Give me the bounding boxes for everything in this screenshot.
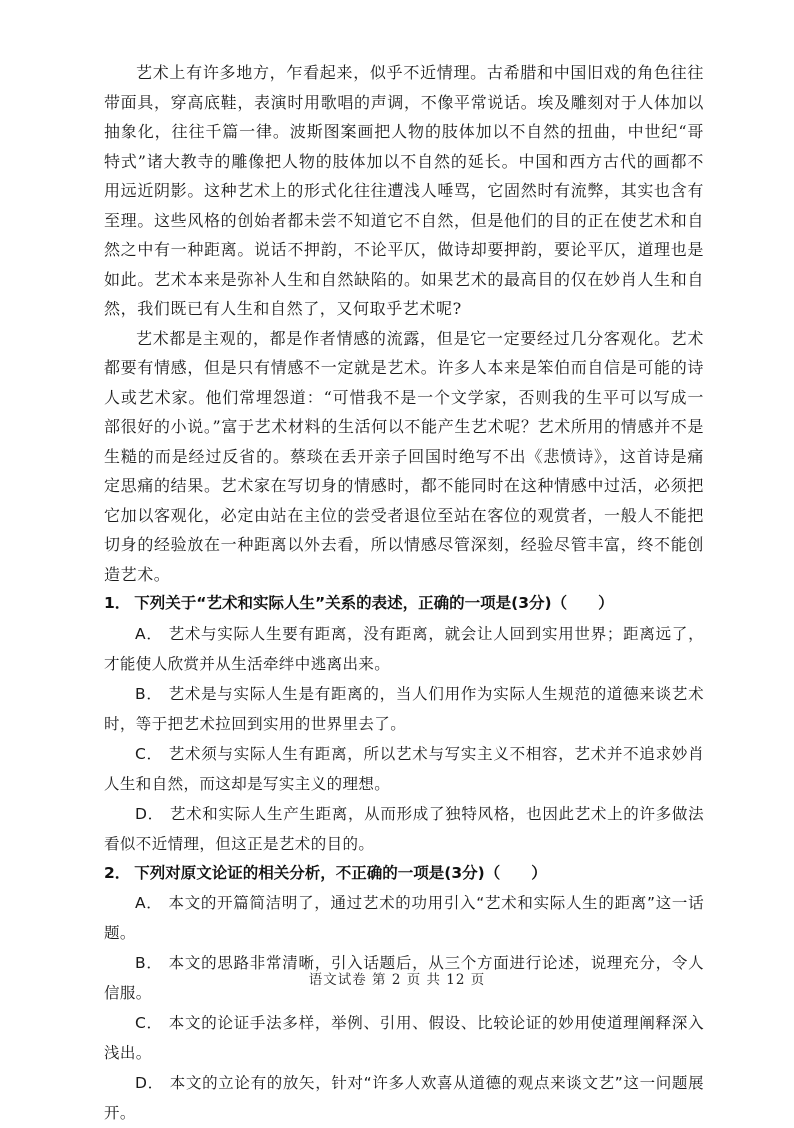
- question-2-stem-line: [104, 859, 704, 889]
- question-1-option-c: [104, 739, 704, 799]
- question-2-option-a: [104, 888, 704, 948]
- option-text: 艺术须与实际人生有距离，所以艺术与写实主义不相容，艺术并不追求妙肖人生和自然，而这却是写实主义的理想。: [104, 745, 704, 793]
- question-2-stem: 下列对原文论证的相关分析，不正确的一项是(3分)（ ）: [134, 864, 546, 882]
- question-2-options: [104, 888, 704, 1128]
- passage-paragraph-1: 艺术上有许多地方，乍看起来，似乎不近情理。古希腊和中国旧戏的角色往往带面具，穿高底鞋，表演时用歌唱的声调，不像平常说话。埃及雕刻对于人体加以抽象化，往往千篇一律。波斯图案画把人物的肢体加以不自然的扭曲，中世纪“哥特式”诸大教寺的雕像把人物的肢体加以不自然的延长。中国和西方古代的画都不用远近阴影。这种艺术上的形式化往往遭浅人唾骂，它固然时有流弊，其实也含有至理。这些风格的创始者都未尝不知道它不自然，但是他们的目的正在使艺术和自然之中有一种距离。说话不押韵，不论平仄，做诗却要押韵，要论平仄，道理也是如此。艺术本来是弥补人生和自然缺陷的。如果艺术的最高目的仅在妙肖人生和自然，我们既已有人生和自然了，又何取乎艺术呢?: [104, 58, 704, 324]
- option-letter: C．: [135, 1014, 163, 1032]
- option-letter: B．: [135, 685, 163, 703]
- option-text: 艺术与实际人生要有距离，没有距离，就会让人回到实用世界；距离远了，才能使人欣赏并从生活牵绊中逃离出来。: [104, 625, 704, 673]
- option-text: 本文的立论有的放矢，针对“许多人欢喜从道德的观点来谈文艺”这一问题展开。: [104, 1074, 704, 1122]
- question-1-option-a: [104, 619, 704, 679]
- question-1: [104, 589, 704, 859]
- reading-passage: [104, 58, 704, 589]
- option-letter: D．: [135, 1074, 164, 1092]
- option-letter: C．: [135, 745, 163, 763]
- option-text: 艺术是与实际人生是有距离的，当人们用作为实际人生规范的道德来谈艺术时，等于把艺术拉回到实用的世界里去了。: [104, 685, 704, 733]
- option-letter: B．: [135, 954, 163, 972]
- question-2: [104, 859, 704, 1128]
- option-letter: A．: [135, 625, 163, 643]
- question-2-number: 2．: [104, 864, 130, 882]
- option-text: 艺术和实际人生产生距离，从而形成了独特风格，也因此艺术上的许多做法看似不近情理，但这正是艺术的目的。: [104, 805, 704, 853]
- question-1-options: [104, 619, 704, 859]
- option-letter: A．: [135, 894, 163, 912]
- question-2-option-c: [104, 1008, 704, 1068]
- question-1-stem-line: [104, 589, 704, 619]
- question-1-stem: 下列关于“艺术和实际人生”关系的表述，正确的一项是(3分)（ ）: [134, 594, 613, 612]
- option-letter: D．: [135, 805, 164, 823]
- option-text: 本文的思路非常清晰，引入话题后，从三个方面进行论述，说理充分，令人信服。: [104, 954, 704, 1002]
- page-footer: 语文试卷 第 2 页 共 12 页: [0, 968, 794, 988]
- question-2-option-d: [104, 1068, 704, 1128]
- question-1-option-d: [104, 799, 704, 859]
- option-text: 本文的论证手法多样，举例、引用、假设、比较论证的妙用使道理阐释深入浅出。: [104, 1014, 704, 1062]
- passage-paragraph-2: 艺术都是主观的，都是作者情感的流露，但是它一定要经过几分客观化。艺术都要有情感，但是只有情感不一定就是艺术。许多人本来是笨伯而自信是可能的诗人或艺术家。他们常埋怨道：“可惜我不是一个文学家，否则我的生平可以写成一部很好的小说。”富于艺术材料的生活何以不能产生艺术呢？艺术所用的情感并不是生糙的而是经过反省的。蔡琰在丢开亲子回国时绝写不出《悲愤诗》，这首诗是痛定思痛的结果。艺术家在写切身的情感时，都不能同时在这种情感中过活，必须把它加以客观化，必定由站在主位的尝受者退位至站在客位的观赏者，一般人不能把切身的经验放在一种距离以外去看，所以情感尽管深刻，经验尽管丰富，终不能创造艺术。: [104, 324, 704, 590]
- question-1-number: 1．: [104, 594, 130, 612]
- option-text: 本文的开篇简洁明了，通过艺术的功用引入“艺术和实际人生的距离”这一话题。: [104, 894, 704, 942]
- question-1-option-b: [104, 679, 704, 739]
